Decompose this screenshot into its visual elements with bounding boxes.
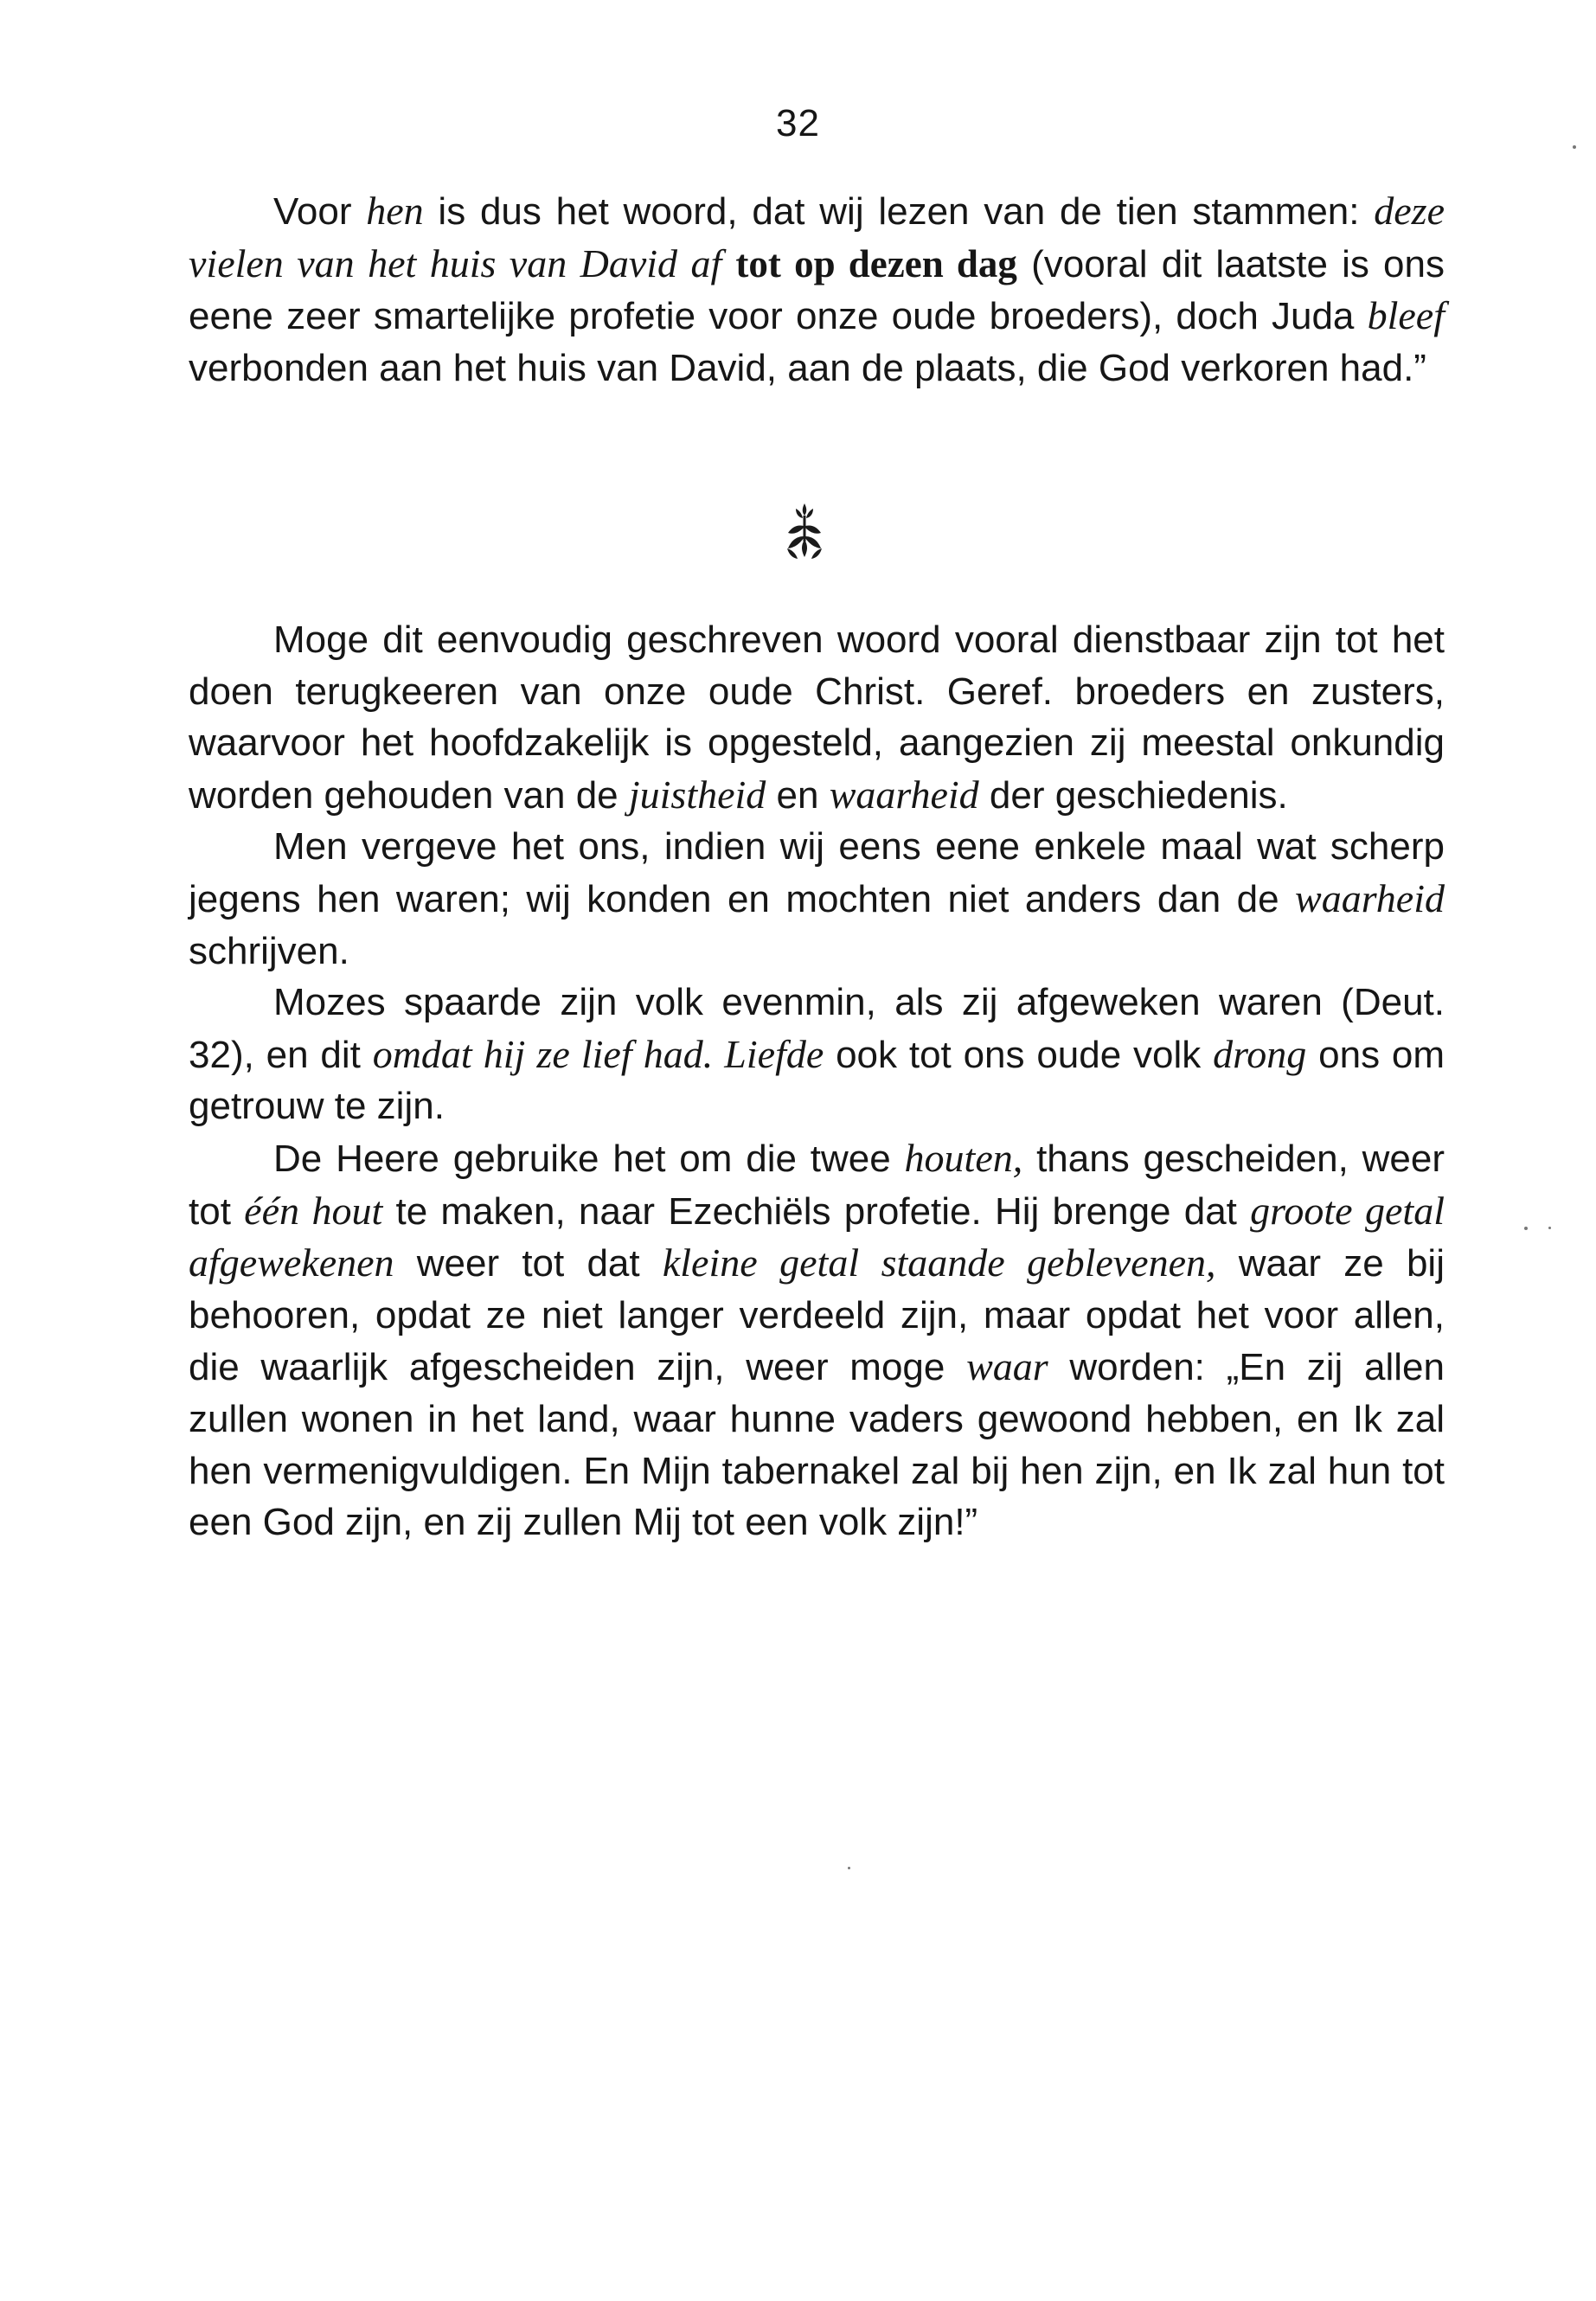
italic-text: drong xyxy=(1213,1031,1307,1076)
text-run: der geschiedenis. xyxy=(978,773,1288,817)
text-run: weer tot dat xyxy=(394,1242,663,1285)
italic-text: deze vielen van het huis van David af xyxy=(189,189,1445,285)
text-run: Mozes spaarde zijn volk evenmin, als zij afgeweken waren (Deut. 32), en dit xyxy=(189,981,1445,1076)
text-run: Men vergeve het ons, indien wij eens eene enkele maal wat scherp jegens hen waren; wij konden en mochten niet anders dan de xyxy=(189,825,1445,920)
text-run: (vooral dit laatste is ons eene zeer smartelijke profetie voor onze oude broeders), doch Juda xyxy=(189,242,1445,338)
paragraph xyxy=(189,821,1445,977)
text-run: ook tot ons oude volk xyxy=(824,1033,1214,1076)
italic-text: houten, xyxy=(904,1135,1023,1180)
paragraph xyxy=(189,185,1445,394)
floral-ornament-icon xyxy=(779,500,830,564)
italic-text: kleine getal staande geblevenen, xyxy=(662,1240,1216,1285)
italic-text: bleef xyxy=(1367,293,1445,338)
paragraph xyxy=(189,614,1445,821)
text-run: en xyxy=(766,773,830,817)
italic-text: één hout xyxy=(244,1188,383,1233)
paragraph xyxy=(189,1132,1445,1548)
italic-text: omdat hij ze lief had. Liefde xyxy=(372,1031,824,1076)
text-run: te maken, naar Ezechiëls profetie. Hij brenge dat xyxy=(382,1189,1251,1233)
italic-text: waarheid xyxy=(1295,875,1445,920)
italic-text: juistheid xyxy=(628,772,766,817)
text-run: waar ze bij behooren, opdat ze niet langer verdeeld zijn, maar opdat het voor allen, die waarlijk afgescheiden zijn, weer moge xyxy=(189,1242,1445,1389)
paragraph xyxy=(189,977,1445,1132)
text-run: is dus het woord, dat wij lezen van de tien stammen: xyxy=(423,190,1375,233)
text-run xyxy=(721,243,735,285)
text-run: thans gescheiden, weer tot xyxy=(189,1137,1445,1233)
text-run: De Heere gebruike het om die twee xyxy=(273,1137,905,1180)
bold-text: tot op dezen dag xyxy=(735,241,1017,285)
italic-text: waar xyxy=(966,1344,1048,1389)
text-run: verbonden aan het huis van David, aan de plaats, die God verkoren had.” xyxy=(189,346,1426,389)
text-run: ons om getrouw te zijn. xyxy=(189,1033,1445,1128)
text-run: Moge dit eenvoudig geschreven woord vooral dienstbaar zijn tot het doen terugkeeren van onze oude Christ. Geref. broeders en zusters, waarvoor het hoofdzakelijk is opgesteld, aangezien zij meestal onkundig worden gehouden van de xyxy=(189,619,1445,817)
print-speck xyxy=(1548,1227,1551,1229)
print-speck xyxy=(1573,145,1576,149)
text-block-top xyxy=(189,185,1445,394)
text-block-main xyxy=(189,614,1445,1548)
print-speck xyxy=(1524,1227,1528,1230)
italic-text: waarheid xyxy=(829,772,979,817)
text-run: worden: „En zij allen zullen wonen in het land, waar hunne vaders gewoond hebben, en Ik zal hen vermenigvuldigen. En Mijn tabernakel zal bij hen zijn, en Ik zal hun tot een God zijn, en zij zullen Mij tot een volk zijn!” xyxy=(189,1346,1445,1544)
text-run: schrijven. xyxy=(189,929,349,972)
italic-text: groote getal afgewekenen xyxy=(189,1188,1445,1285)
print-speck xyxy=(848,1867,850,1869)
italic-text: hen xyxy=(366,189,424,233)
page-number: 32 xyxy=(776,102,820,144)
text-run: Voor xyxy=(273,190,367,233)
